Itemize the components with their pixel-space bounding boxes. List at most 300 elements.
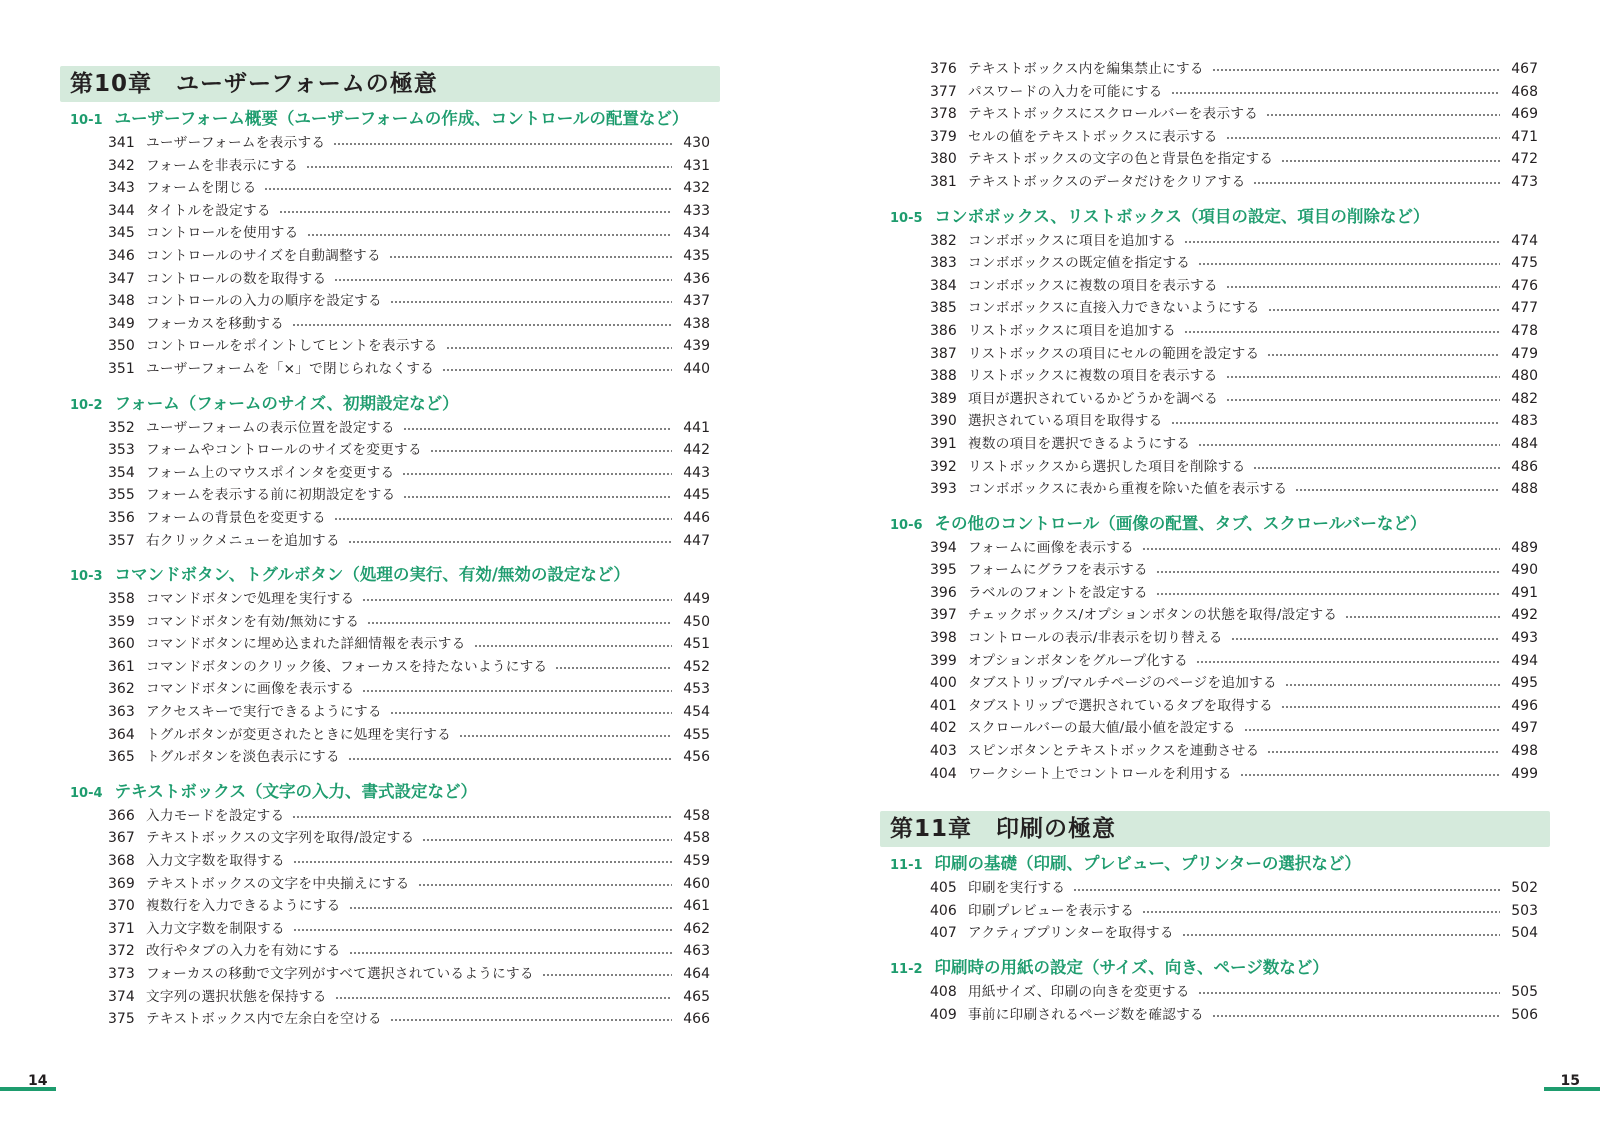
toc-entry[interactable]: [60, 746, 720, 769]
entry-title: コントロールの数を取得する: [146, 270, 327, 287]
entry-page: 475: [1511, 255, 1538, 272]
entry-page: 460: [683, 875, 710, 892]
dot-leader: [1253, 466, 1500, 469]
toc-entry[interactable]: [880, 478, 1550, 501]
dot-leader: [1156, 570, 1500, 573]
entry-title: コントロールのサイズを自動調整する: [146, 247, 381, 264]
dot-leader: [333, 143, 672, 146]
entry-number: 356: [108, 509, 135, 526]
entry-number: 343: [108, 180, 135, 197]
entry-page: 458: [683, 807, 710, 824]
entry-title: コンボボックスに表から重複を除いた値を表示する: [968, 481, 1288, 498]
dot-leader: [1285, 683, 1500, 686]
section-title: コンボボックス、リストボックス（項目の設定、項目の削除など）: [934, 206, 1430, 226]
toc-entry[interactable]: [880, 171, 1550, 194]
entry-number: 390: [930, 413, 957, 430]
entry-page: 447: [683, 532, 710, 549]
toc-entry[interactable]: [880, 103, 1550, 126]
entry-number: 349: [108, 315, 135, 332]
dot-leader: [1196, 660, 1500, 663]
entry-number: 389: [930, 390, 957, 407]
toc-entry[interactable]: [60, 1008, 720, 1031]
entry-title: タブストリップ/マルチページのページを追加する: [968, 675, 1277, 692]
entry-page: 483: [1511, 413, 1538, 430]
entry-page: 495: [1511, 675, 1538, 692]
toc-entry[interactable]: [60, 633, 720, 656]
entry-number: 385: [930, 300, 957, 317]
toc-entry[interactable]: [880, 126, 1550, 149]
entry-page: 473: [1511, 173, 1538, 190]
entry-number: 369: [108, 875, 135, 892]
entry-number: 345: [108, 225, 135, 242]
entry-title: フォームにグラフを表示する: [968, 562, 1148, 579]
entry-title: フォームやコントロールのサイズを変更する: [146, 442, 422, 459]
toc-entry[interactable]: [880, 763, 1550, 786]
entry-number: 401: [930, 697, 957, 714]
entry-page: 459: [683, 853, 710, 870]
entry-title: 入力文字数を取得する: [146, 853, 285, 870]
toc-entry[interactable]: [880, 365, 1550, 388]
entry-number: 367: [108, 830, 135, 847]
dot-leader: [1295, 489, 1500, 492]
dot-leader: [1142, 547, 1500, 550]
toc-entry[interactable]: [60, 805, 720, 828]
entry-number: 397: [930, 607, 957, 624]
entry-number: 363: [108, 704, 135, 721]
toc-entry[interactable]: [880, 717, 1550, 740]
section-number: 10-2: [70, 397, 103, 413]
entry-page: 435: [683, 247, 710, 264]
toc-entry[interactable]: [60, 963, 720, 986]
entry-title: トグルボタンを淡色表示にする: [146, 749, 340, 766]
entry-page: 479: [1511, 345, 1538, 362]
toc-entry[interactable]: [880, 58, 1550, 81]
toc-entry[interactable]: [880, 410, 1550, 433]
toc-list: [880, 877, 1550, 945]
entry-number: 347: [108, 270, 135, 287]
entry-number: 346: [108, 247, 135, 264]
toc-entry[interactable]: [60, 439, 720, 462]
dot-leader: [1253, 182, 1500, 185]
entry-title: テキストボックスのデータだけをクリアする: [968, 173, 1246, 190]
entry-page: 464: [683, 966, 710, 982]
toc-entry[interactable]: [880, 604, 1550, 627]
entry-title: フォームの背景色を変更する: [146, 509, 326, 526]
entry-title: フォーカスを移動する: [146, 315, 284, 332]
entry-number: 357: [108, 532, 135, 549]
dot-leader: [1267, 751, 1500, 754]
entry-title: コマンドボタンに画像を表示する: [146, 681, 355, 698]
toc-entry[interactable]: [60, 827, 720, 850]
entry-title: 項目が選択されているかどうかを調べる: [968, 390, 1219, 407]
entry-page: 486: [1511, 458, 1538, 475]
toc-entry[interactable]: [880, 559, 1550, 582]
toc-entry[interactable]: [880, 650, 1550, 673]
dot-leader: [1226, 399, 1500, 402]
toc-entry[interactable]: [60, 417, 720, 440]
entry-title: コントロールを使用する: [146, 225, 299, 242]
toc-entry[interactable]: [60, 588, 720, 611]
entry-page: 498: [1511, 743, 1538, 760]
entry-page: 451: [683, 636, 710, 653]
dot-leader: [264, 188, 672, 191]
dot-leader: [1156, 593, 1500, 596]
entry-page: 439: [683, 338, 710, 355]
entry-page: 499: [1511, 765, 1538, 782]
toc-entry[interactable]: [880, 627, 1550, 650]
dot-leader: [1268, 308, 1500, 311]
entry-number: 399: [930, 652, 957, 669]
dot-leader: [555, 667, 672, 670]
dot-leader: [474, 644, 672, 647]
dot-leader: [367, 621, 672, 624]
toc-entry[interactable]: [880, 433, 1550, 456]
toc-entry[interactable]: [60, 200, 720, 223]
dot-leader: [293, 861, 672, 864]
entry-number: 361: [108, 658, 135, 675]
section-title: その他のコントロール（画像の配置、タブ、スクロールバーなど）: [934, 513, 1427, 533]
toc-entry[interactable]: [880, 81, 1550, 104]
chapter-heading: 第11章 印刷の極意: [880, 811, 1550, 847]
entry-number: 365: [108, 749, 135, 766]
toc-entry[interactable]: [60, 678, 720, 701]
toc-entry[interactable]: [880, 456, 1550, 479]
entry-number: 373: [108, 966, 135, 982]
toc-entry[interactable]: [880, 672, 1550, 695]
toc-entry[interactable]: [60, 611, 720, 634]
dot-leader: [292, 324, 672, 327]
toc-entry[interactable]: [60, 850, 720, 873]
toc-entry[interactable]: [60, 940, 720, 963]
toc-entry[interactable]: [880, 148, 1550, 171]
toc-entry[interactable]: [880, 275, 1550, 298]
entry-title: 入力文字数を制限する: [146, 920, 285, 937]
entry-page: 463: [683, 943, 710, 960]
page-number: 14: [28, 1073, 48, 1089]
toc-entry[interactable]: [60, 290, 720, 313]
dot-leader: [1198, 992, 1500, 995]
section-number: 10-1: [70, 113, 103, 128]
entry-title: 印刷を実行する: [968, 880, 1066, 897]
toc-entry[interactable]: [880, 252, 1550, 275]
entry-number: 386: [930, 322, 957, 339]
entry-page: 505: [1511, 984, 1538, 1000]
entry-page: 456: [683, 749, 710, 766]
entry-page: 453: [683, 681, 710, 698]
toc-entry[interactable]: [60, 268, 720, 291]
section-number: 10-6: [890, 517, 923, 533]
entry-title: ユーザーフォームの表示位置を設定する: [146, 419, 395, 436]
entry-page: 462: [683, 920, 710, 937]
entry-number: 355: [108, 487, 135, 504]
entry-page: 496: [1511, 697, 1538, 714]
entry-page: 497: [1511, 720, 1538, 737]
dot-leader: [1345, 615, 1500, 618]
entry-page: 446: [683, 509, 710, 526]
entry-title: 改行やタブの入力を有効にする: [146, 943, 341, 960]
entry-title: 複数の項目を選択できるようにする: [968, 435, 1191, 452]
toc-list: [880, 58, 1550, 194]
entry-title: セルの値をテキストボックスに表示する: [968, 128, 1218, 145]
dot-leader: [1266, 114, 1500, 117]
entry-number: 344: [108, 202, 135, 219]
dot-leader: [1231, 638, 1500, 641]
entry-number: 377: [930, 83, 957, 100]
toc-entry[interactable]: [880, 388, 1550, 411]
dot-leader: [442, 369, 672, 372]
section-heading: [60, 562, 720, 588]
toc-entry[interactable]: [60, 132, 720, 155]
entry-page: 472: [1511, 151, 1538, 168]
entry-title: コントロールの表示/非表示を切り替える: [968, 630, 1223, 647]
toc-entry[interactable]: [880, 695, 1550, 718]
entry-page: 434: [683, 225, 710, 242]
toc-list: [60, 805, 720, 1031]
entry-title: 入力モードを設定する: [146, 807, 285, 824]
toc-entry[interactable]: [880, 230, 1550, 253]
toc-entry[interactable]: [60, 895, 720, 918]
toc-entry[interactable]: [60, 335, 720, 358]
entry-title: スピンボタンとテキストボックスを連動させる: [968, 743, 1260, 760]
entry-page: 504: [1511, 925, 1538, 942]
section-number: 10-3: [70, 569, 103, 585]
entry-title: コマンドボタンに埋め込まれた詳細情報を表示する: [146, 636, 466, 653]
entry-number: 403: [930, 743, 957, 760]
left-toc-column: [60, 66, 720, 1041]
entry-page: 477: [1511, 300, 1538, 317]
entry-title: フォームに画像を表示する: [968, 539, 1135, 556]
entry-page: 468: [1511, 83, 1538, 100]
toc-entry[interactable]: [60, 918, 720, 941]
entry-number: 404: [930, 765, 957, 782]
entry-page: 443: [683, 464, 710, 481]
toc-entry[interactable]: [60, 177, 720, 200]
dot-leader: [1212, 69, 1500, 72]
section-heading: [60, 779, 720, 805]
entry-number: 352: [108, 419, 135, 436]
entry-page: 480: [1511, 368, 1538, 385]
entry-title: パスワードの入力を可能にする: [968, 83, 1163, 100]
entry-number: 350: [108, 338, 135, 355]
toc-entry[interactable]: [60, 155, 720, 178]
toc-entry[interactable]: [60, 358, 720, 381]
entry-title: テキストボックスの文字の色と背景色を指定する: [968, 151, 1274, 168]
entry-page: 445: [683, 487, 710, 504]
entry-page: 449: [683, 591, 710, 608]
entry-number: 400: [930, 675, 957, 692]
entry-page: 465: [683, 988, 710, 1005]
toc-entry[interactable]: [60, 313, 720, 336]
dot-leader: [1212, 1014, 1500, 1017]
entry-page: 432: [683, 180, 710, 197]
entry-number: 375: [108, 1011, 135, 1028]
entry-number: 402: [930, 720, 957, 737]
dot-leader: [402, 473, 672, 476]
toc-list: [60, 417, 720, 553]
section-heading: [60, 106, 720, 132]
entry-title: 印刷プレビューを表示する: [968, 902, 1135, 919]
entry-number: 383: [930, 255, 957, 272]
dot-leader: [1240, 773, 1500, 776]
entry-page: 438: [683, 315, 710, 332]
section-title: テキストボックス（文字の入力、書式設定など）: [114, 781, 478, 801]
toc-entry[interactable]: [60, 484, 720, 507]
entry-number: 353: [108, 442, 135, 459]
entry-page: 437: [683, 293, 710, 310]
entry-page: 489: [1511, 539, 1538, 556]
entry-title: トグルボタンが変更されたときに処理を実行する: [146, 726, 451, 743]
toc-entry[interactable]: [880, 320, 1550, 343]
toc-entry[interactable]: [880, 297, 1550, 320]
entry-page: 461: [683, 898, 710, 915]
dot-leader: [335, 996, 672, 999]
toc-entry[interactable]: [60, 245, 720, 268]
entry-page: 436: [683, 270, 710, 287]
dot-leader: [1281, 706, 1500, 709]
entry-page: 474: [1511, 232, 1538, 249]
dot-leader: [459, 734, 672, 737]
entry-page: 430: [683, 135, 710, 151]
entry-title: リストボックスに項目を追加する: [968, 322, 1176, 339]
section-heading: [880, 955, 1550, 981]
entry-number: 393: [930, 481, 957, 498]
entry-page: 490: [1511, 562, 1538, 579]
entry-number: 387: [930, 345, 957, 362]
right-toc-column: [880, 58, 1550, 1036]
entry-number: 398: [930, 630, 957, 647]
toc-entry[interactable]: [880, 922, 1550, 945]
entry-page: 458: [683, 830, 710, 847]
entry-page: 431: [683, 157, 710, 174]
toc-list: [880, 230, 1550, 501]
entry-number: 405: [930, 880, 957, 897]
toc-entry[interactable]: [60, 656, 720, 679]
entry-title: テキストボックス内を編集禁止にする: [968, 61, 1204, 77]
toc-entry[interactable]: [60, 507, 720, 530]
entry-number: 394: [930, 539, 957, 556]
toc-entry[interactable]: [60, 701, 720, 724]
entry-page: 493: [1511, 630, 1538, 647]
entry-page: 491: [1511, 584, 1538, 601]
entry-page: 452: [683, 658, 710, 675]
toc-entry[interactable]: [880, 740, 1550, 763]
entry-title: チェックボックス/オプションボタンの状態を取得/設定する: [968, 607, 1338, 624]
toc-entry[interactable]: [880, 537, 1550, 560]
entry-page: 442: [683, 442, 710, 459]
toc-entry[interactable]: [880, 900, 1550, 923]
toc-entry[interactable]: [60, 462, 720, 485]
toc-entry[interactable]: [880, 877, 1550, 900]
dot-leader: [422, 838, 672, 841]
entry-page: 503: [1511, 902, 1538, 919]
dot-leader: [403, 495, 672, 498]
entry-title: コンボボックスに直接入力できないようにする: [968, 300, 1260, 317]
dot-leader: [1184, 240, 1500, 243]
entry-page: 506: [1511, 1006, 1538, 1023]
entry-title: リストボックスの項目にセルの範囲を設定する: [968, 345, 1260, 362]
toc-entry[interactable]: [60, 986, 720, 1009]
section-heading: [880, 511, 1550, 537]
entry-number: 351: [108, 360, 135, 377]
entry-title: リストボックスから選択した項目を削除する: [968, 458, 1246, 475]
entry-title: コマンドボタンのクリック後、フォーカスを持たないようにする: [146, 658, 548, 675]
section-title: 印刷の基礎（印刷、プレビュー、プリンターの選択など）: [934, 854, 1361, 874]
entry-number: 364: [108, 726, 135, 743]
dot-leader: [348, 540, 672, 543]
toc-entry[interactable]: [60, 873, 720, 896]
entry-title: ユーザーフォームを「×」で閉じられなくする: [146, 360, 435, 377]
entry-page: 488: [1511, 481, 1538, 498]
dot-leader: [1198, 263, 1500, 266]
entry-number: 358: [108, 591, 135, 608]
right-page: [800, 0, 1600, 1135]
entry-title: フォーム上のマウスポインタを変更する: [146, 464, 395, 481]
entry-page: 494: [1511, 652, 1538, 669]
entry-number: 359: [108, 613, 135, 630]
dot-leader: [1226, 286, 1500, 289]
entry-title: テキストボックスの文字を中央揃えにする: [146, 875, 410, 892]
entry-page: 492: [1511, 607, 1538, 624]
entry-title: アクセスキーで実行できるようにする: [146, 704, 382, 721]
entry-title: ワークシート上でコントロールを利用する: [968, 765, 1232, 782]
toc-entry[interactable]: [880, 1004, 1550, 1027]
toc-entry[interactable]: [880, 343, 1550, 366]
entry-page: 441: [683, 419, 710, 436]
dot-leader: [390, 301, 672, 304]
dot-leader: [446, 346, 673, 349]
dot-leader: [1226, 137, 1500, 140]
entry-title: コマンドボタンを有効/無効にする: [146, 613, 360, 630]
entry-title: スクロールバーの最大値/最小値を設定する: [968, 720, 1236, 737]
entry-title: タブストリップで選択されているタブを取得する: [968, 697, 1273, 714]
entry-number: 382: [930, 232, 957, 249]
toc-entry[interactable]: [60, 724, 720, 747]
dot-leader: [334, 278, 672, 281]
section-number: 10-4: [70, 785, 103, 801]
entry-title: コンボボックスの既定値を指定する: [968, 255, 1191, 272]
entry-page: 469: [1511, 106, 1538, 123]
dot-leader: [1142, 911, 1500, 914]
entry-number: 381: [930, 173, 957, 190]
dot-leader: [306, 165, 672, 168]
toc-entry[interactable]: [880, 582, 1550, 605]
entry-page: 484: [1511, 435, 1538, 452]
toc-list: [60, 588, 720, 769]
entry-number: 396: [930, 584, 957, 601]
toc-entry[interactable]: [60, 222, 720, 245]
dot-leader: [1267, 353, 1500, 356]
entry-number: 378: [930, 106, 957, 123]
entry-number: 348: [108, 293, 135, 310]
entry-title: テキストボックスにスクロールバーを表示する: [968, 106, 1259, 123]
dot-leader: [403, 427, 672, 430]
dot-leader: [348, 757, 672, 760]
entry-title: フォームを表示する前に初期設定をする: [146, 487, 396, 504]
dot-leader: [1198, 444, 1500, 447]
entry-number: 342: [108, 157, 135, 174]
entry-number: 395: [930, 562, 957, 579]
dot-leader: [389, 256, 672, 259]
toc-entry[interactable]: [880, 981, 1550, 1004]
toc-entry[interactable]: [60, 530, 720, 553]
dot-leader: [1182, 933, 1500, 936]
entry-number: 406: [930, 902, 957, 919]
entry-title: 文字列の選択状態を保持する: [146, 988, 327, 1005]
entry-number: 388: [930, 368, 957, 385]
entry-page: 467: [1511, 61, 1538, 77]
entry-title: フォームを非表示にする: [146, 157, 299, 174]
entry-title: コンボボックスに複数の項目を表示する: [968, 277, 1218, 294]
